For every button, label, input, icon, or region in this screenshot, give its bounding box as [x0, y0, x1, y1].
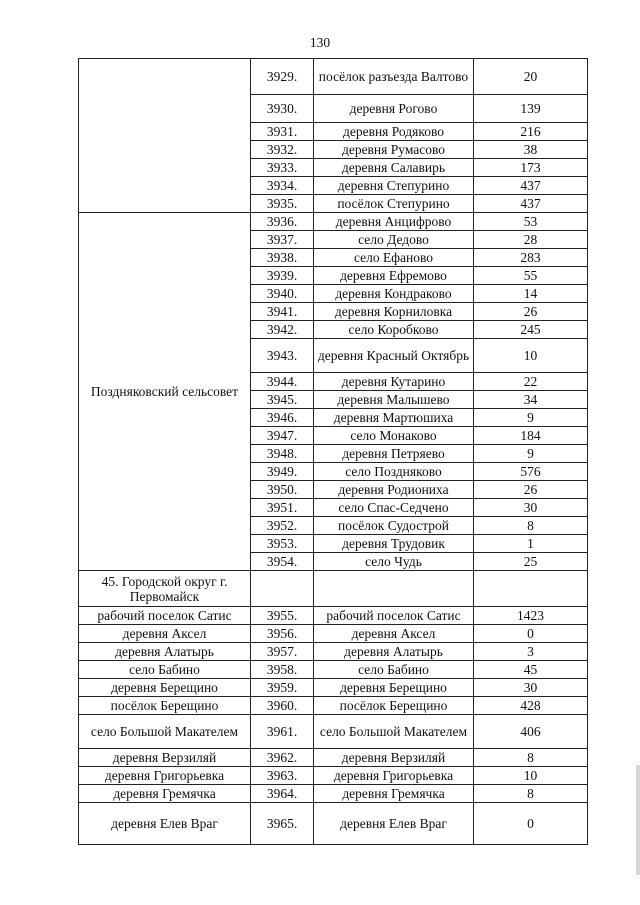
row-number-cell: 3941.: [251, 303, 314, 321]
municipality-cell: [79, 59, 251, 213]
population-cell: 8: [474, 749, 588, 767]
settlement-name-cell: деревня Красный Октябрь: [314, 339, 474, 373]
table-row: [79, 643, 588, 661]
population-cell: 20: [474, 59, 588, 95]
municipality-cell: посёлок Берещино: [79, 697, 251, 715]
settlement-name-cell: деревня Верзиляй: [314, 749, 474, 767]
settlement-name-cell: деревня Степурино: [314, 177, 474, 195]
population-cell: 8: [474, 785, 588, 803]
settlement-name-cell: деревня Родяково: [314, 123, 474, 141]
settlement-name-cell: деревня Румасово: [314, 141, 474, 159]
settlement-name-cell: деревня Елев Враг: [314, 803, 474, 845]
population-cell: 184: [474, 427, 588, 445]
population-cell: 1423: [474, 607, 588, 625]
row-number-cell: 3960.: [251, 697, 314, 715]
row-number-cell: 3940.: [251, 285, 314, 303]
settlement-name-cell: посёлок разъезда Валтово: [314, 59, 474, 95]
settlement-name-cell: деревня Анцифрово: [314, 213, 474, 231]
row-number-cell: 3963.: [251, 767, 314, 785]
settlement-name-cell: село Спас-Седчено: [314, 499, 474, 517]
empty-cell: [474, 571, 588, 607]
settlement-name-cell: село Коробково: [314, 321, 474, 339]
row-number-cell: 3938.: [251, 249, 314, 267]
settlement-name-cell: посёлок Степурино: [314, 195, 474, 213]
municipality-cell: село Большой Макателем: [79, 715, 251, 749]
table-row: [79, 213, 588, 231]
population-cell: 0: [474, 803, 588, 845]
settlement-name-cell: деревня Ефремово: [314, 267, 474, 285]
population-cell: 26: [474, 481, 588, 499]
settlement-name-cell: деревня Берещино: [314, 679, 474, 697]
row-number-cell: 3946.: [251, 409, 314, 427]
settlement-name-cell: деревня Алатырь: [314, 643, 474, 661]
population-cell: 26: [474, 303, 588, 321]
population-cell: 45: [474, 661, 588, 679]
table-row: [79, 785, 588, 803]
settlements-table: [78, 58, 588, 845]
table-row: [79, 803, 588, 845]
empty-cell: [251, 571, 314, 607]
table-row: [79, 715, 588, 749]
row-number-cell: 3937.: [251, 231, 314, 249]
table-row: [79, 697, 588, 715]
row-number-cell: 3953.: [251, 535, 314, 553]
table-row: [79, 625, 588, 643]
settlement-name-cell: посёлок Берещино: [314, 697, 474, 715]
row-number-cell: 3949.: [251, 463, 314, 481]
municipality-cell: деревня Аксел: [79, 625, 251, 643]
population-cell: 173: [474, 159, 588, 177]
row-number-cell: 3950.: [251, 481, 314, 499]
settlement-name-cell: деревня Гремячка: [314, 785, 474, 803]
population-cell: 437: [474, 177, 588, 195]
population-cell: 0: [474, 625, 588, 643]
row-number-cell: 3954.: [251, 553, 314, 571]
population-cell: 22: [474, 373, 588, 391]
municipality-cell: деревня Гремячка: [79, 785, 251, 803]
municipality-cell: деревня Григорьевка: [79, 767, 251, 785]
row-number-cell: 3936.: [251, 213, 314, 231]
section-header-cell: 45. Городской округ г. Первомайск: [79, 571, 251, 607]
row-number-cell: 3958.: [251, 661, 314, 679]
settlement-name-cell: деревня Салавирь: [314, 159, 474, 177]
settlement-name-cell: деревня Рогово: [314, 95, 474, 123]
population-cell: 30: [474, 499, 588, 517]
row-number-cell: 3965.: [251, 803, 314, 845]
table-row: [79, 749, 588, 767]
settlement-name-cell: село Поздняково: [314, 463, 474, 481]
population-cell: 139: [474, 95, 588, 123]
row-number-cell: 3945.: [251, 391, 314, 409]
row-number-cell: 3951.: [251, 499, 314, 517]
row-number-cell: 3956.: [251, 625, 314, 643]
table-row: [79, 679, 588, 697]
settlement-name-cell: село Ефаново: [314, 249, 474, 267]
population-cell: 10: [474, 767, 588, 785]
population-cell: 428: [474, 697, 588, 715]
municipality-cell: Поздняковский сельсовет: [79, 213, 251, 571]
settlement-name-cell: деревня Малышево: [314, 391, 474, 409]
settlement-name-cell: село Дедово: [314, 231, 474, 249]
population-cell: 9: [474, 409, 588, 427]
empty-cell: [314, 571, 474, 607]
table-row: [79, 661, 588, 679]
row-number-cell: 3932.: [251, 141, 314, 159]
population-cell: 245: [474, 321, 588, 339]
row-number-cell: 3947.: [251, 427, 314, 445]
row-number-cell: 3952.: [251, 517, 314, 535]
row-number-cell: 3955.: [251, 607, 314, 625]
table-row: [79, 767, 588, 785]
population-cell: 216: [474, 123, 588, 141]
row-number-cell: 3964.: [251, 785, 314, 803]
settlement-name-cell: деревня Родиониха: [314, 481, 474, 499]
settlements-table-body: [79, 59, 588, 845]
row-number-cell: 3962.: [251, 749, 314, 767]
population-cell: 437: [474, 195, 588, 213]
row-number-cell: 3930.: [251, 95, 314, 123]
population-cell: 30: [474, 679, 588, 697]
table-row: [79, 59, 588, 95]
settlement-name-cell: деревня Корниловка: [314, 303, 474, 321]
population-cell: 14: [474, 285, 588, 303]
population-cell: 10: [474, 339, 588, 373]
section-header-row: [79, 571, 588, 607]
municipality-cell: рабочий поселок Сатис: [79, 607, 251, 625]
settlement-name-cell: село Большой Макателем: [314, 715, 474, 749]
population-cell: 8: [474, 517, 588, 535]
settlement-name-cell: село Монаково: [314, 427, 474, 445]
settlement-name-cell: деревня Трудовик: [314, 535, 474, 553]
population-cell: 25: [474, 553, 588, 571]
row-number-cell: 3939.: [251, 267, 314, 285]
settlement-name-cell: деревня Кутарино: [314, 373, 474, 391]
population-cell: 406: [474, 715, 588, 749]
settlement-name-cell: село Чудь: [314, 553, 474, 571]
population-cell: 576: [474, 463, 588, 481]
settlement-name-cell: деревня Петряево: [314, 445, 474, 463]
row-number-cell: 3948.: [251, 445, 314, 463]
population-cell: 9: [474, 445, 588, 463]
population-cell: 38: [474, 141, 588, 159]
row-number-cell: 3959.: [251, 679, 314, 697]
population-cell: 53: [474, 213, 588, 231]
settlement-name-cell: рабочий поселок Сатис: [314, 607, 474, 625]
municipality-cell: село Бабино: [79, 661, 251, 679]
row-number-cell: 3961.: [251, 715, 314, 749]
row-number-cell: 3957.: [251, 643, 314, 661]
row-number-cell: 3933.: [251, 159, 314, 177]
municipality-cell: деревня Берещино: [79, 679, 251, 697]
row-number-cell: 3935.: [251, 195, 314, 213]
settlement-name-cell: деревня Аксел: [314, 625, 474, 643]
row-number-cell: 3942.: [251, 321, 314, 339]
population-cell: 34: [474, 391, 588, 409]
settlement-name-cell: деревня Мартюшиха: [314, 409, 474, 427]
settlement-name-cell: деревня Григорьевка: [314, 767, 474, 785]
population-cell: 1: [474, 535, 588, 553]
municipality-cell: деревня Алатырь: [79, 643, 251, 661]
settlement-name-cell: село Бабино: [314, 661, 474, 679]
row-number-cell: 3931.: [251, 123, 314, 141]
row-number-cell: 3929.: [251, 59, 314, 95]
row-number-cell: 3943.: [251, 339, 314, 373]
municipality-cell: деревня Елев Враг: [79, 803, 251, 845]
scan-edge-shadow: [636, 765, 640, 875]
row-number-cell: 3934.: [251, 177, 314, 195]
settlement-name-cell: деревня Кондраково: [314, 285, 474, 303]
row-number-cell: 3944.: [251, 373, 314, 391]
population-cell: 3: [474, 643, 588, 661]
municipality-cell: деревня Верзиляй: [79, 749, 251, 767]
settlement-name-cell: посёлок Судострой: [314, 517, 474, 535]
page-number: 130: [309, 35, 331, 50]
population-cell: 283: [474, 249, 588, 267]
table-row: [79, 607, 588, 625]
population-cell: 28: [474, 231, 588, 249]
population-cell: 55: [474, 267, 588, 285]
